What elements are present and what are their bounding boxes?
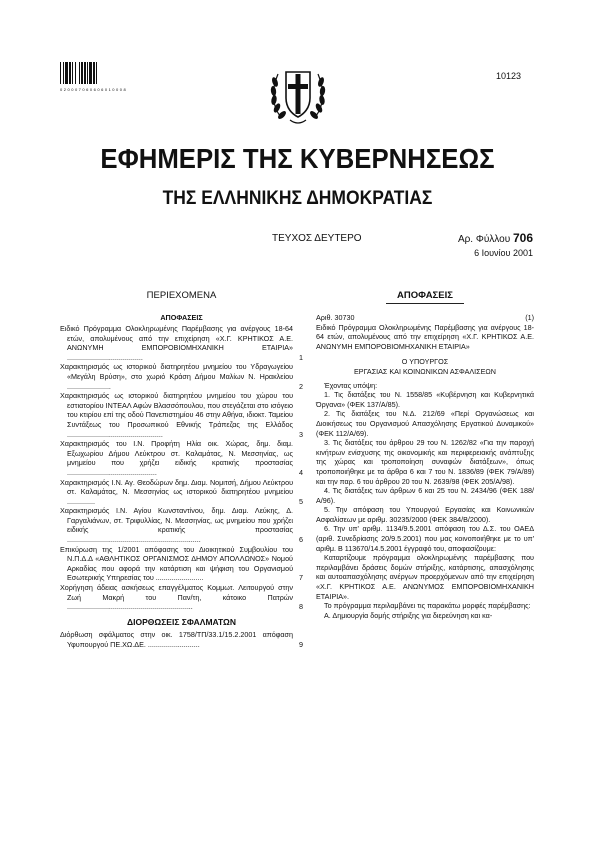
gazette-title: ΕΦΗΜΕΡΙΣ ΤΗΣ ΚΥΒΕΡΝΗΣΕΩΣ: [100, 143, 495, 174]
contents-entry-text: Χορήγηση άδειας ασκήσεως επαγγέλματος Κομμωτ. Λειτουργού στην Ζωή Μακρή του Παν/τη, κάτοικο Πατρών ...............................................................: [60, 583, 293, 612]
contents-entry-text: Χαρακτηρισμός ως ιστορικού διατηρητέου μνημείου του Υδραγωγείου «Μεγάλη Βρύση», στο χωριό Κράση Δήμου Μαλίων Ν. Ηρακλείου ......................: [60, 362, 293, 391]
decision-paragraph: 3. Τις διατάξεις του άρθρου 29 του Ν. 1262/82 «Για την παροχή κινήτρων ενίσχυσης της οικονομικής και περιφερειακής ανάπτυξης της χώρας και τροποποίηση συναφών διατάξεων», όπως τροποποιήθηκε με τα άρθρα 6 και 7 του Ν. 1836/89 (ΦΕΚ 79/Α/89) και την παρ. 6 του άρθρου 20 του Ν. 2639/98 (ΦΕΚ 205/Α/98).: [316, 438, 534, 486]
sheet-label: Αρ. Φύλλου: [457, 234, 511, 245]
errata-entry-page: 9: [299, 640, 303, 649]
contents-entry[interactable]: [60, 324, 303, 362]
page-number: 10123: [495, 71, 521, 81]
contents-entry-page: 6: [299, 535, 303, 545]
decision-paragraph: 2. Τις διατάξεις του Ν.Δ. 212/69 «Περί Οργανώσεως και Διοικήσεως του Οργανισμού Απασχόλησης Εργατικού Δυναμικού» (ΦΕΚ 112/Α/69).: [316, 409, 534, 438]
errata-entry-text: Διόρθωση σφάλματος στην οικ. 1758/ΤΠ/33.1/15.2.2001 απόφαση Υφυπουργού ΠΕ.ΧΩ.ΔΕ. ..........................: [60, 630, 293, 649]
decisions-heading: ΑΠΟΦΑΣΕΙΣ: [397, 290, 453, 301]
greek-coat-of-arms-icon: [268, 60, 328, 128]
decision-marker: (1): [525, 313, 534, 322]
contents-entry-page: 3: [299, 429, 303, 439]
contents-entry-list: [60, 324, 303, 650]
decision-reference: [316, 313, 534, 323]
contents-entry-text: Χαρακτηρισμός Ι.Ν. Αγίου Κωνσταντίνου, δημ. Διαμ. Λεύκης, Δ. Γαργαλιάνων, στ. Τριφυλλίας, Ν. Μεσσηνίας, ως μνημείου που χρήζει ειδικής κρατικής προστασίας ...................................................................: [60, 506, 293, 545]
contents-entry[interactable]: [60, 478, 303, 507]
contents-heading: ΠΕΡΙΕΧΟΜΕΝΑ: [146, 290, 217, 301]
contents-entry[interactable]: [60, 362, 303, 391]
barcode: [60, 62, 122, 84]
contents-entry[interactable]: [60, 583, 303, 612]
contents-entry-page: 4: [299, 467, 303, 477]
issue-label: ΤΕΥΧΟΣ ΔΕΥΤΕΡΟ: [272, 233, 362, 244]
decision-paragraph: Α. Δημιουργία δομής στήριξης για διερεύνηση και κα-: [324, 610, 493, 620]
contents-entry[interactable]: [60, 545, 303, 583]
contents-entry-page: 5: [299, 496, 303, 506]
contents-entry[interactable]: [60, 439, 303, 477]
ministry-name: ΕΡΓΑΣΙΑΣ ΚΑΙ ΚΟΙΝΩΝΙΚΩΝ ΑΣΦΑΛΙΣΕΩΝ: [354, 366, 496, 376]
decision-paragraph: Το πρόγραμμα περιλαμβάνει τις παρακάτω μορφές παρέμβασης:: [324, 601, 531, 611]
contents-entry-page: 1: [299, 352, 303, 362]
contents-entry-text: Χαρακτηρισμός Ι.Ν. Αγ. Θεοδώρων δημ. Διαμ. Νομιτσή, Δήμου Λεύκτρου στ. Καλαμάτας, Ν. Μεσσηνίας ως ιστορικού διατηρητέου μνημείου ..............: [60, 477, 293, 506]
decision-paragraph: 1. Τις διατάξεις του Ν. 1558/85 «Κυβέρνηση και Κυβερνητικά Όργανα» (ΦΕΚ 137/Α/85).: [316, 390, 534, 409]
contents-entry-page: 8: [299, 602, 303, 612]
decision-intro: Ειδικό Πρόγραμμα Ολοκληρωμένης Παρέμβασης για ανέργους 18-64 ετών, απολυμένους από την επιχείρηση «Χ.Γ. ΚΡΗΤΙΚΟΣ Α.Ε. ΑΝΩΝΥΜΗ ΕΜΠΟΡΟΒΙΟΜΗΧΑΝΙΚΗ ΕΤΑΙΡΙΑ»: [316, 322, 534, 351]
errata-entry[interactable]: [60, 630, 303, 649]
errata-heading: ΔΙΟΡΘΩΣΕΙΣ ΣΦΑΛΜΑΤΩΝ: [127, 616, 236, 627]
decision-paragraph: 4. Τις διατάξεις των άρθρων 6 και 25 του Ν. 2434/96 (ΦΕΚ 188/Α/96).: [316, 486, 534, 505]
issue-date: 6 Ιουνίου 2001: [474, 248, 533, 258]
contents-entry-text: Ειδικό Πρόγραμμα Ολοκληρωμένης Παρέμβασης για ανέργους 18-64 ετών, απολυμένους από την επιχείρηση «Χ.Γ. ΚΡΗΤΙΚΟΣ Α.Ε. ΑΝΩΝΥΜΗ ΕΜΠΟΡΟΒΙΟΜΗΧΑΝΙΚΗ ΕΤΑΙΡΙΑ» ......................................: [60, 324, 293, 362]
having-regard: Έχοντας υπόψη:: [324, 380, 378, 390]
contents-entry-text: Χαρακτηρισμός ως ιστορικού διατηρητέου μνημείου του χώρου του εστιατορίου ΙΝΤΕΑΛ Αφών Βλασσόπουλου, που στεγάζεται στο ισόγειο του κτιρίου επί της οδού Πανεπιστημίου 46 στην Αθήνα, ιδιοκτ. Ταμείου Συντάξεως του Προσωπικού Εθνικής Τράπεζας της Ελλάδος ................................................: [60, 391, 293, 439]
sheet-number-label: [458, 231, 533, 245]
contents-entry-page: 7: [299, 573, 303, 583]
gazette-subtitle: ΤΗΣ ΕΛΛΗΝΙΚΗΣ ΔΗΜΟΚΡΑΤΙΑΣ: [162, 188, 433, 209]
decision-paragraph: 5. Την απόφαση του Υπουργού Εργασίας και Κοινωνικών Ασφαλίσεων με αριθμ. 30235/2000 (ΦΕΚ 384/Β/2000).: [316, 505, 534, 524]
sheet-number: 706: [512, 231, 533, 245]
decision-paragraph: 6. Την υπ' αριθμ. 1134/9.5.2001 απόφαση του Δ.Σ. του ΟΑΕΔ (αριθ. Συνεδρίασης 20/9.5.2001) που μας κοινοποιήθηκε με το υπ' αριθμ. Β 113670/14.5.2001 έγγραφό του, αποφασίζουμε:: [316, 524, 534, 553]
contents-entry-text: Επικύρωση της 1/2001 απόφασης του Διοικητικού Συμβουλίου του Ν.Π.Δ.Δ «ΑΘΛΗΤΙΚΟΣ ΟΡΓΑΝΙΣΜΟΣ ΔΗΜΟΥ ΑΠΟΛΛΩΝΟΣ» Νομού Αρκαδίας που αφορά την κατάρτιση και ψήφιση του Οργανισμού Εσωτερικής Υπηρεσίας του ........................: [60, 544, 293, 583]
contents-entry[interactable]: [60, 506, 303, 544]
decision-number: Αριθ. 30730: [316, 313, 355, 322]
heading-underline: [386, 303, 464, 304]
contents-entry-page: 2: [299, 381, 303, 391]
contents-entry[interactable]: [60, 391, 303, 439]
barcode-number: 0 2 0 0 0 7 0 6 0 6 0 6 0 1 0 0 0 8: [60, 87, 126, 92]
contents-entry-text: Χαρακτηρισμός του Ι.Ν. Προφήτη Ηλία οικ. Χώρας, δημ. διαμ. Εξωχωρίου Δήμου Λεύκτρου στ. Καλαμάτας, Ν. Μεσσηνίας, ως μνημείου που χρήζει ειδικής κρατικής προστασίας .............................................: [60, 439, 293, 477]
decision-body: [316, 313, 534, 620]
minister-title: Ο ΥΠΟΥΡΓΟΣ: [401, 357, 449, 367]
decision-paragraph: Καταρτίζουμε πρόγραμμα ολοκληρωμένης παρέμβασης που περιλαμβάνει δράσεις δομών στήριξης, κατάρτισης, απασχόλησης και αυτοαπασχόλησης ανέργων προερχόμενων από την επιχείρηση «Χ.Γ. ΚΡΗΤΙΚΟΣ Α.Ε. ΑΝΩΝΥΜΟΣ ΕΜΠΟΡΟΒΙΟΜΗΧΑΝΙΚΗ ΕΤΑΙΡΙΑ».: [316, 553, 534, 601]
contents-decisions-heading: ΑΠΟΦΑΣΕΙΣ: [160, 313, 203, 322]
